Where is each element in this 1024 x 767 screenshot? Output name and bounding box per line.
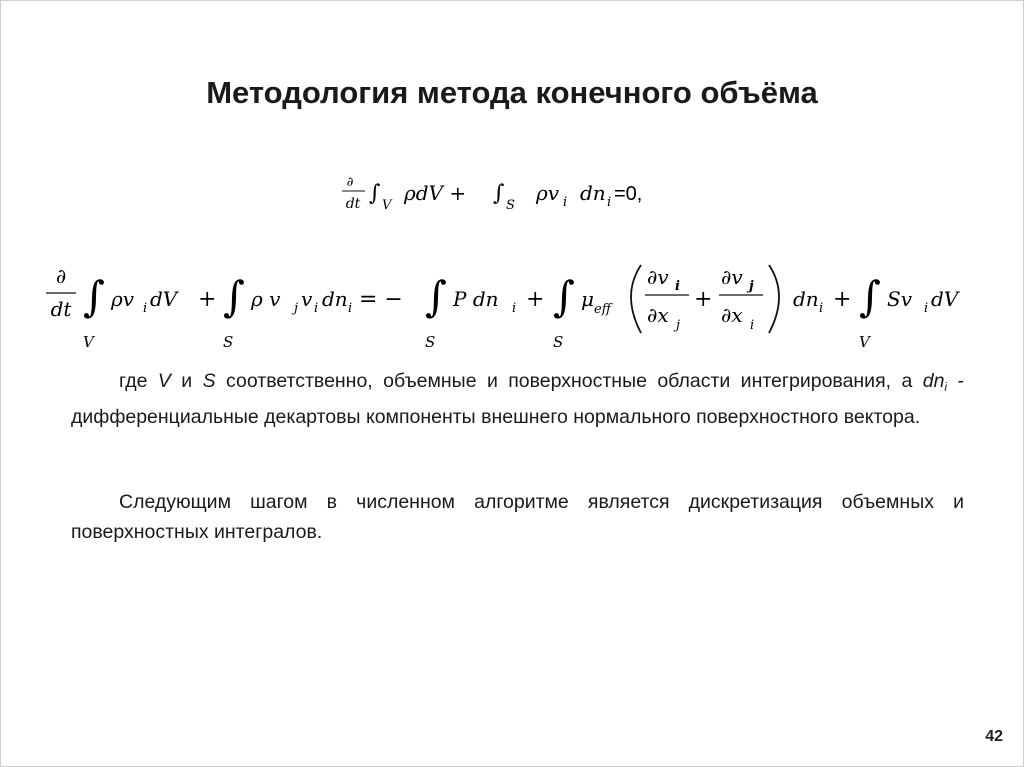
integral-sign: ∫ <box>369 181 381 206</box>
term-dv: dV <box>931 287 959 311</box>
integral-limit-v: V <box>382 198 392 213</box>
subscript-i: i <box>924 301 929 316</box>
frac1-num-sub: i <box>675 279 680 294</box>
momentum-equation <box>39 259 999 355</box>
term-rho-v: ρv <box>536 181 560 205</box>
term-vi: v <box>301 287 313 311</box>
integral-sign: ∫ <box>223 272 245 321</box>
subscript-i: i <box>512 301 517 316</box>
frac2-denominator: ∂x <box>721 303 743 327</box>
integral-limit-s: S <box>425 333 436 351</box>
term-rho-v: ρv <box>111 287 135 311</box>
integral-sign: ∫ <box>83 272 105 321</box>
dt-denominator: dt <box>345 196 361 212</box>
plus-sign: + <box>526 287 545 312</box>
frac2-numerator: ∂v <box>721 265 743 289</box>
integral-limit-v: V <box>83 333 94 351</box>
term-source: Sv <box>887 287 912 311</box>
integral-sign: ∫ <box>553 272 575 321</box>
slide-title: Методология метода конечного объёма <box>206 75 818 110</box>
subscript-eff: eff <box>594 302 611 317</box>
p1-text-b: и <box>181 370 193 392</box>
definition-paragraph <box>71 366 964 432</box>
subscript-i: i <box>563 195 568 210</box>
integral-limit-s: S <box>506 198 515 213</box>
frac1-den-sub: j <box>676 318 681 333</box>
integral-limit-v: V <box>859 333 870 351</box>
term-dn: dn <box>580 181 606 205</box>
symbol-dn-subscript: i <box>944 380 948 394</box>
equals-minus: = − <box>359 287 403 312</box>
term-dn: dn <box>793 287 819 311</box>
continuity-equation <box>341 169 681 225</box>
integral-sign: ∫ <box>425 272 447 321</box>
equals-zero: =0, <box>614 183 643 205</box>
partial-symbol: ∂ <box>346 175 354 190</box>
p1-text-a: где <box>119 370 148 392</box>
symbol-v: V <box>157 370 171 392</box>
subscript-i: i <box>607 195 612 210</box>
term-dn: dn <box>322 287 348 311</box>
integral-limit-s: S <box>223 333 234 351</box>
frac1-denominator: ∂x <box>647 303 669 327</box>
integral-limit-s: S <box>553 333 564 351</box>
term-pressure: P dn <box>453 287 499 311</box>
plus-sign: + <box>198 287 217 312</box>
plus-sign: + <box>833 287 852 312</box>
integral-sign: ∫ <box>493 181 505 206</box>
plus-sign: + <box>694 287 713 312</box>
p2-text: Следующим шагом в численном алгоритме является дискретизация объемных и поверхностных интегралов. <box>71 491 964 543</box>
right-paren <box>769 265 779 333</box>
p1-text-c: соответственно, объемные и поверхностные области интегрирования, а <box>226 370 913 392</box>
term-mu: μ <box>581 287 594 311</box>
frac2-den-sub: i <box>750 318 755 333</box>
symbol-dn: dn <box>922 370 945 392</box>
dt-denominator: dt <box>50 297 72 321</box>
p1-text-d: - дифференциальные декартовы компоненты внешнего нормального поверхностного вектора. <box>71 370 964 428</box>
subscript-i: i <box>314 301 319 316</box>
term-rho-dv: ρdV + <box>404 181 467 205</box>
term-rho-vj: ρ v <box>251 287 281 311</box>
subscript-i: i <box>143 301 148 316</box>
subscript-i: i <box>348 301 353 316</box>
page-number: 42 <box>985 728 1003 745</box>
partial-symbol: ∂ <box>55 264 67 288</box>
integral-sign: ∫ <box>859 272 881 321</box>
subscript-j: j <box>294 301 299 316</box>
subscript-i: i <box>819 301 824 316</box>
frac2-num-sub: j <box>749 279 754 294</box>
term-dv: dV <box>150 287 178 311</box>
left-paren <box>631 265 641 333</box>
frac1-numerator: ∂v <box>647 265 669 289</box>
symbol-s: S <box>202 370 216 392</box>
next-step-paragraph <box>71 487 964 547</box>
